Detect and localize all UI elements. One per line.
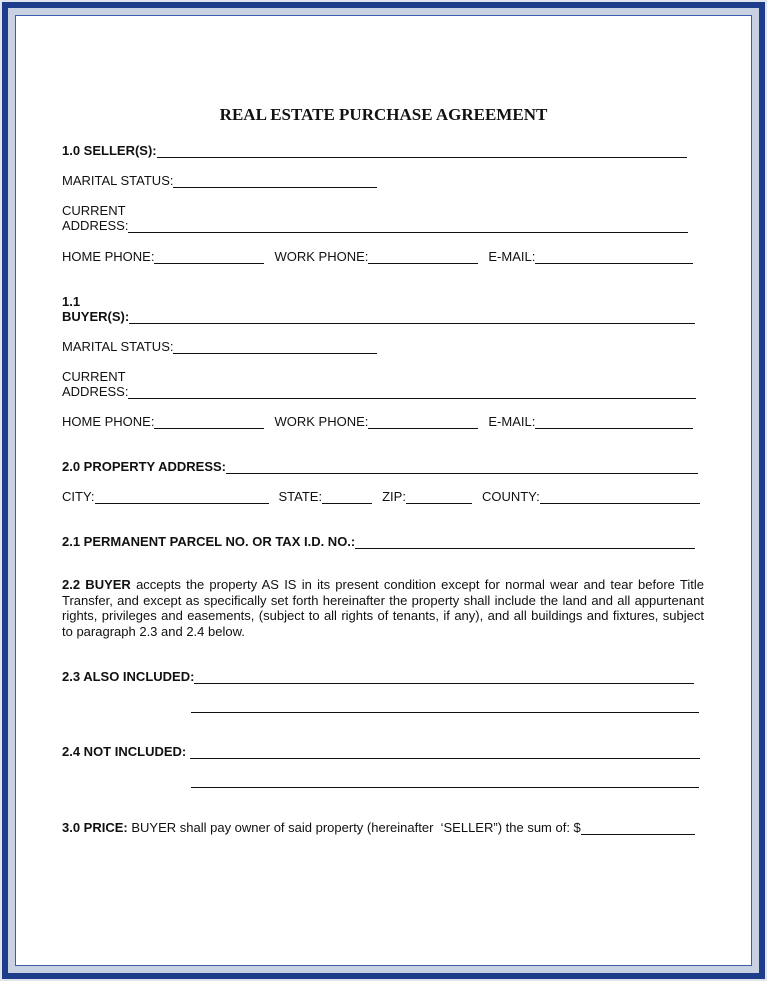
not-included-label: 2.4 NOT INCLUDED: — [62, 744, 187, 759]
property-address-blank[interactable] — [226, 461, 698, 474]
county-label: COUNTY: — [481, 489, 540, 504]
buyer-phone-row — [62, 414, 693, 429]
buyer-address-label: ADDRESS: — [62, 384, 129, 399]
document-title: REAL ESTATE PURCHASE AGREEMENT — [219, 105, 548, 124]
also-included-label: 2.3 ALSO INCLUDED: — [62, 669, 195, 684]
buyer-label: BUYER(S): — [62, 309, 130, 324]
seller-work-phone-label: WORK PHONE: — [274, 249, 369, 264]
zip-blank[interactable] — [406, 491, 472, 504]
as-is-lead: 2.2 BUYER — [62, 577, 131, 592]
state-blank[interactable] — [322, 491, 372, 504]
as-is-text: accepts the property AS IS in its present condition except for normal wear and tear before Title Transfer, and except as specifically set forth hereinafter the property shall include the land and all appurtenant rights, privileges and easements, (subject to all rights of tenants, if any), and all buildings and fixtures, subject to paragraph 2.3 and 2.4 below. — [62, 577, 704, 639]
zip-label: ZIP: — [382, 489, 406, 504]
seller-work-phone-blank[interactable] — [368, 251, 478, 264]
not-included-blank-2[interactable] — [191, 787, 699, 788]
buyer-address-row — [62, 384, 696, 399]
buyer-home-phone-blank[interactable] — [154, 416, 264, 429]
seller-marital-blank[interactable] — [173, 175, 377, 188]
not-included-blank[interactable] — [190, 746, 700, 759]
parcel-label: 2.1 PERMANENT PARCEL NO. OR TAX I.D. NO.: — [62, 534, 356, 549]
buyer-email-label: E-MAIL: — [488, 414, 536, 429]
buyer-current-label: CURRENT — [62, 369, 126, 384]
seller-phone-row — [62, 249, 693, 264]
property-address-label: 2.0 PROPERTY ADDRESS: — [62, 459, 226, 474]
buyer-marital-row — [62, 339, 377, 354]
buyer-address-blank[interactable] — [128, 386, 696, 399]
seller-marital-label: MARITAL STATUS: — [62, 173, 174, 188]
city-blank[interactable] — [95, 491, 269, 504]
also-included-blank[interactable] — [194, 671, 694, 684]
buyer-number: 1.1 — [62, 294, 81, 309]
county-blank[interactable] — [540, 491, 700, 504]
seller-home-phone-label: HOME PHONE: — [62, 249, 155, 264]
seller-label: 1.0 SELLER(S): — [62, 143, 157, 158]
price-text: BUYER shall pay owner of said property (hereinafter ‘SELLER”) the sum of: $ — [127, 820, 581, 835]
buyer-work-phone-blank[interactable] — [368, 416, 478, 429]
city-label: CITY: — [62, 489, 95, 504]
buyer-work-phone-label: WORK PHONE: — [274, 414, 369, 429]
seller-address-label: ADDRESS: — [62, 218, 129, 233]
seller-email-label: E-MAIL: — [488, 249, 536, 264]
seller-current-label: CURRENT — [62, 203, 126, 218]
buyer-email-blank[interactable] — [535, 416, 693, 429]
state-label: STATE: — [278, 489, 323, 504]
seller-home-phone-blank[interactable] — [154, 251, 264, 264]
parcel-row — [62, 534, 695, 549]
buyer-marital-label: MARITAL STATUS: — [62, 339, 174, 354]
price-label: 3.0 PRICE: — [62, 820, 128, 835]
seller-marital-row — [62, 173, 377, 188]
buyer-name-blank[interactable] — [129, 311, 695, 324]
parcel-blank[interactable] — [355, 536, 695, 549]
also-included-blank-2[interactable] — [191, 712, 699, 713]
seller-address-row — [62, 218, 688, 233]
buyer-home-phone-label: HOME PHONE: — [62, 414, 155, 429]
buyer-marital-blank[interactable] — [173, 341, 377, 354]
seller-name-blank[interactable] — [157, 145, 687, 158]
also-included-row — [62, 669, 694, 684]
city-row — [62, 489, 700, 504]
not-included-row — [62, 744, 700, 759]
seller-email-blank[interactable] — [535, 251, 693, 264]
property-address-row — [62, 459, 698, 474]
seller-address-blank[interactable] — [128, 220, 688, 233]
as-is-paragraph — [62, 577, 704, 639]
price-row — [62, 820, 695, 835]
buyer-row — [62, 309, 695, 324]
seller-row — [62, 143, 687, 158]
price-blank[interactable] — [581, 822, 695, 835]
